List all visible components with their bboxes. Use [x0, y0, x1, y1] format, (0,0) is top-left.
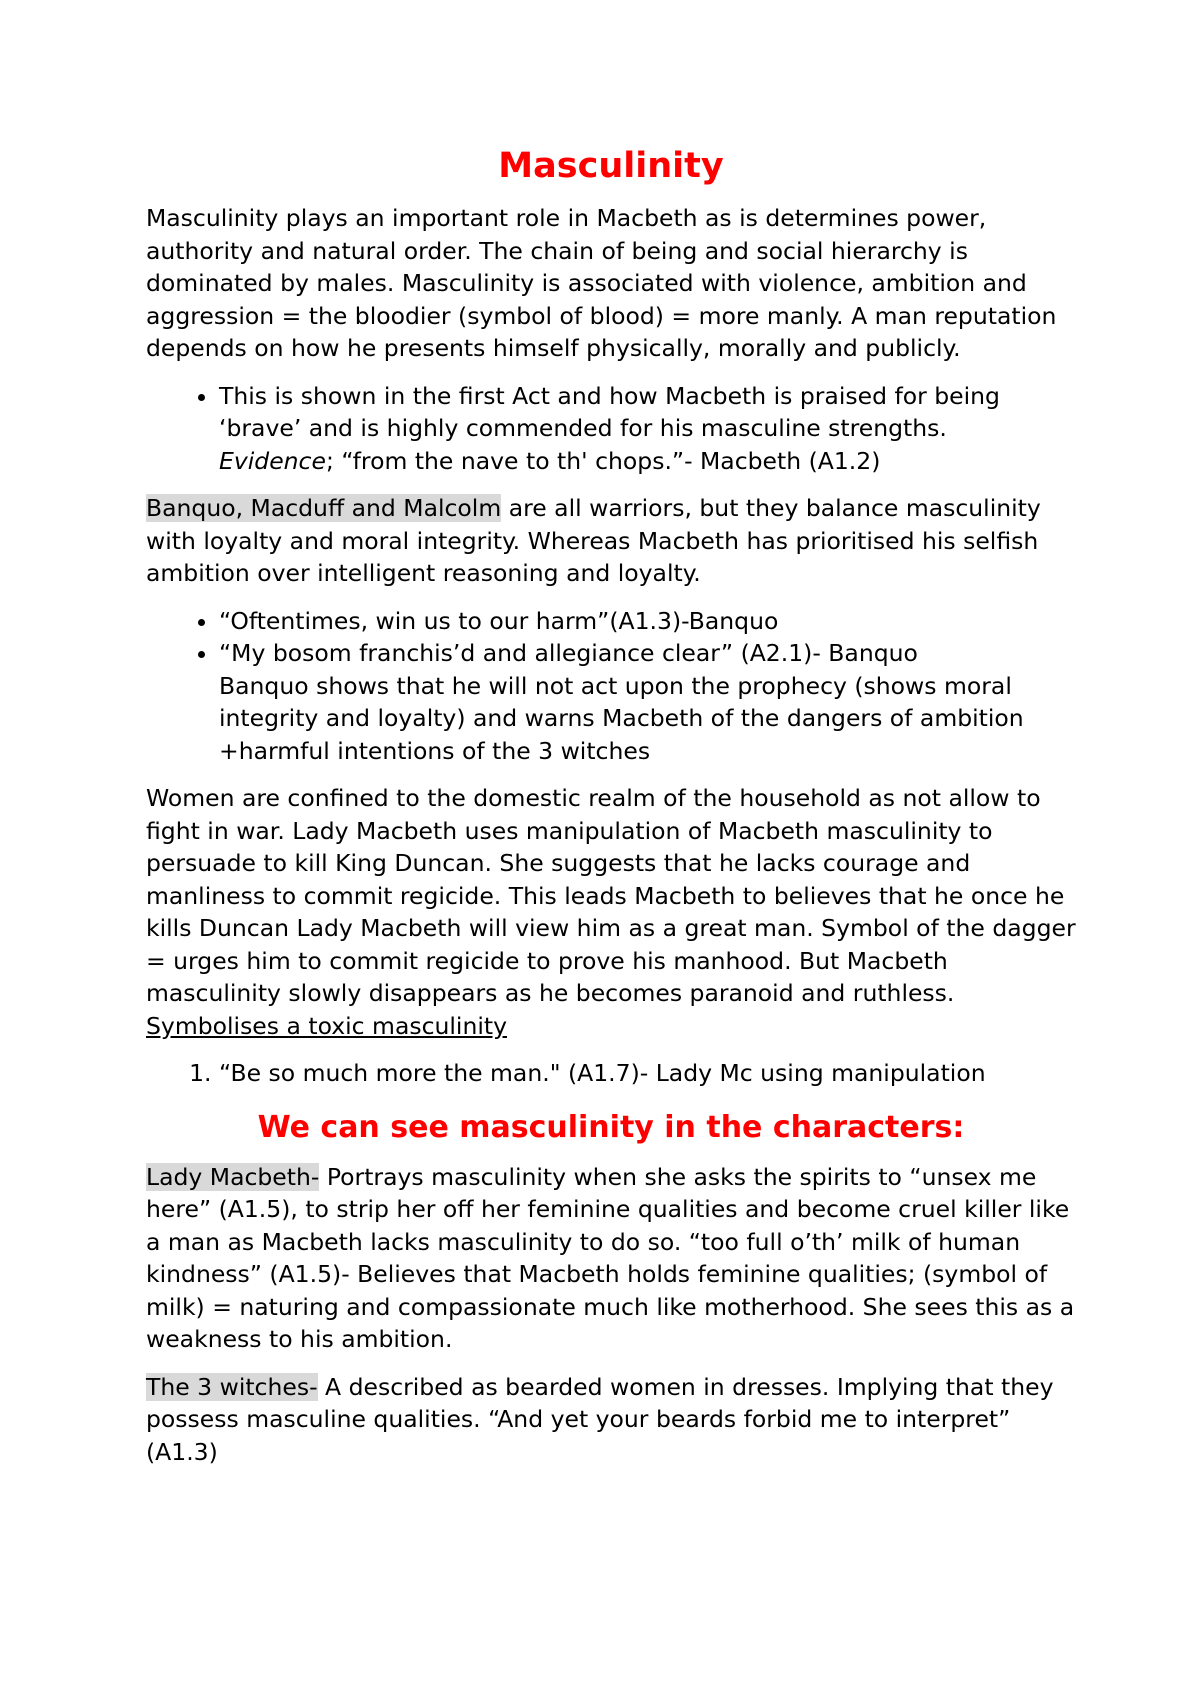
witches-text: A described as bearded women in dresses. Implying that they possess masculine qualities. “And yet your beards forbid me to interpret” (A1.3)	[146, 1372, 1054, 1466]
warriors-paragraph	[146, 492, 1076, 590]
evidence-quote: ; “from the nave to th' chops.”- Macbeth (A1.2)	[325, 446, 881, 475]
numbered-list	[146, 1057, 1076, 1090]
lady-macbeth-paragraph	[146, 1161, 1076, 1356]
bullet-list-act1	[146, 380, 1076, 478]
highlighted-characters: Banquo, Macduff and Malcolm	[146, 494, 502, 522]
underlined-phrase: Symbolises a toxic masculinity	[146, 1011, 508, 1040]
witches-paragraph	[146, 1371, 1076, 1469]
lady-macbeth-text: Portrays masculinity when she asks the spirits to “unsex me here” (A1.5), to strip her off her feminine qualities and become cruel killer like a man as Macbeth lacks masculinity to do so. “too full o’th’ milk of human kindness” (A1.5)- Believes that Macbeth holds feminine qualities; (symbol of milk) = naturing and compassionate much like motherhood. She sees this as a weakness to his ambition.	[146, 1162, 1075, 1353]
list-item: 1. “Be so much more the man." (A1.7)- Lady Mc using manipulation	[219, 1057, 1076, 1090]
women-paragraph	[146, 782, 1076, 1042]
lady-macbeth-label: Lady Macbeth-	[146, 1162, 320, 1191]
intro-paragraph: Masculinity plays an important role in Macbeth as is determines power, authority and natural order. The chain of being and social hierarchy is dominated by males. Masculinity is associated with violence, ambition and aggression = the bloodier (symbol of blood) = more manly. A man reputation depends on how he presents himself physically, morally and publicly.	[146, 204, 1057, 362]
women-text: Women are confined to the domestic realm of the household as not allow to fight in war. Lady Macbeth uses manipulation of Macbeth masculinity to persuade to kill King Duncan. She suggests that he lacks courage and manliness to commit regicide. This leads Macbeth to believes that he once he kills Duncan Lady Macbeth will view him as a great man. Symbol of the dagger = urges him to commit regicide to prove his manhood. But Macbeth masculinity slowly disappears as he becomes paranoid and ruthless.	[146, 784, 1076, 1007]
banquo-note: Banquo shows that he will not act upon the prophecy (shows moral integrity and loyalty) and warns Macbeth of the dangers of ambition +harmful intentions of the 3 witches	[219, 671, 1024, 765]
evidence-label: Evidence	[219, 446, 326, 475]
warriors-text: are all warriors, but they balance masculinity with loyalty and moral integrity. Whereas Macbeth has prioritised his selfish ambition over intelligent reasoning and loyalty.	[146, 494, 1041, 587]
banquo-quote: “My bosom franchis’d and allegiance clear” (A2.1)- Banquo	[219, 639, 918, 667]
page-title: Masculinity	[498, 146, 724, 186]
list-item: • “Oftentimes, win us to our harm”(A1.3)-Banquo	[219, 605, 1076, 638]
bullet-text: This is shown in the first Act and how Macbeth is praised for being ‘brave’ and is highly commended for his masculine strengths.	[219, 381, 1000, 442]
list-item	[219, 380, 1076, 478]
bullet-list-banquo	[146, 605, 1076, 768]
list-item	[219, 637, 1076, 767]
document-page	[146, 140, 1076, 1483]
section-heading: We can see masculinity in the characters:	[257, 1109, 965, 1145]
witches-label: The 3 witches-	[146, 1372, 318, 1401]
